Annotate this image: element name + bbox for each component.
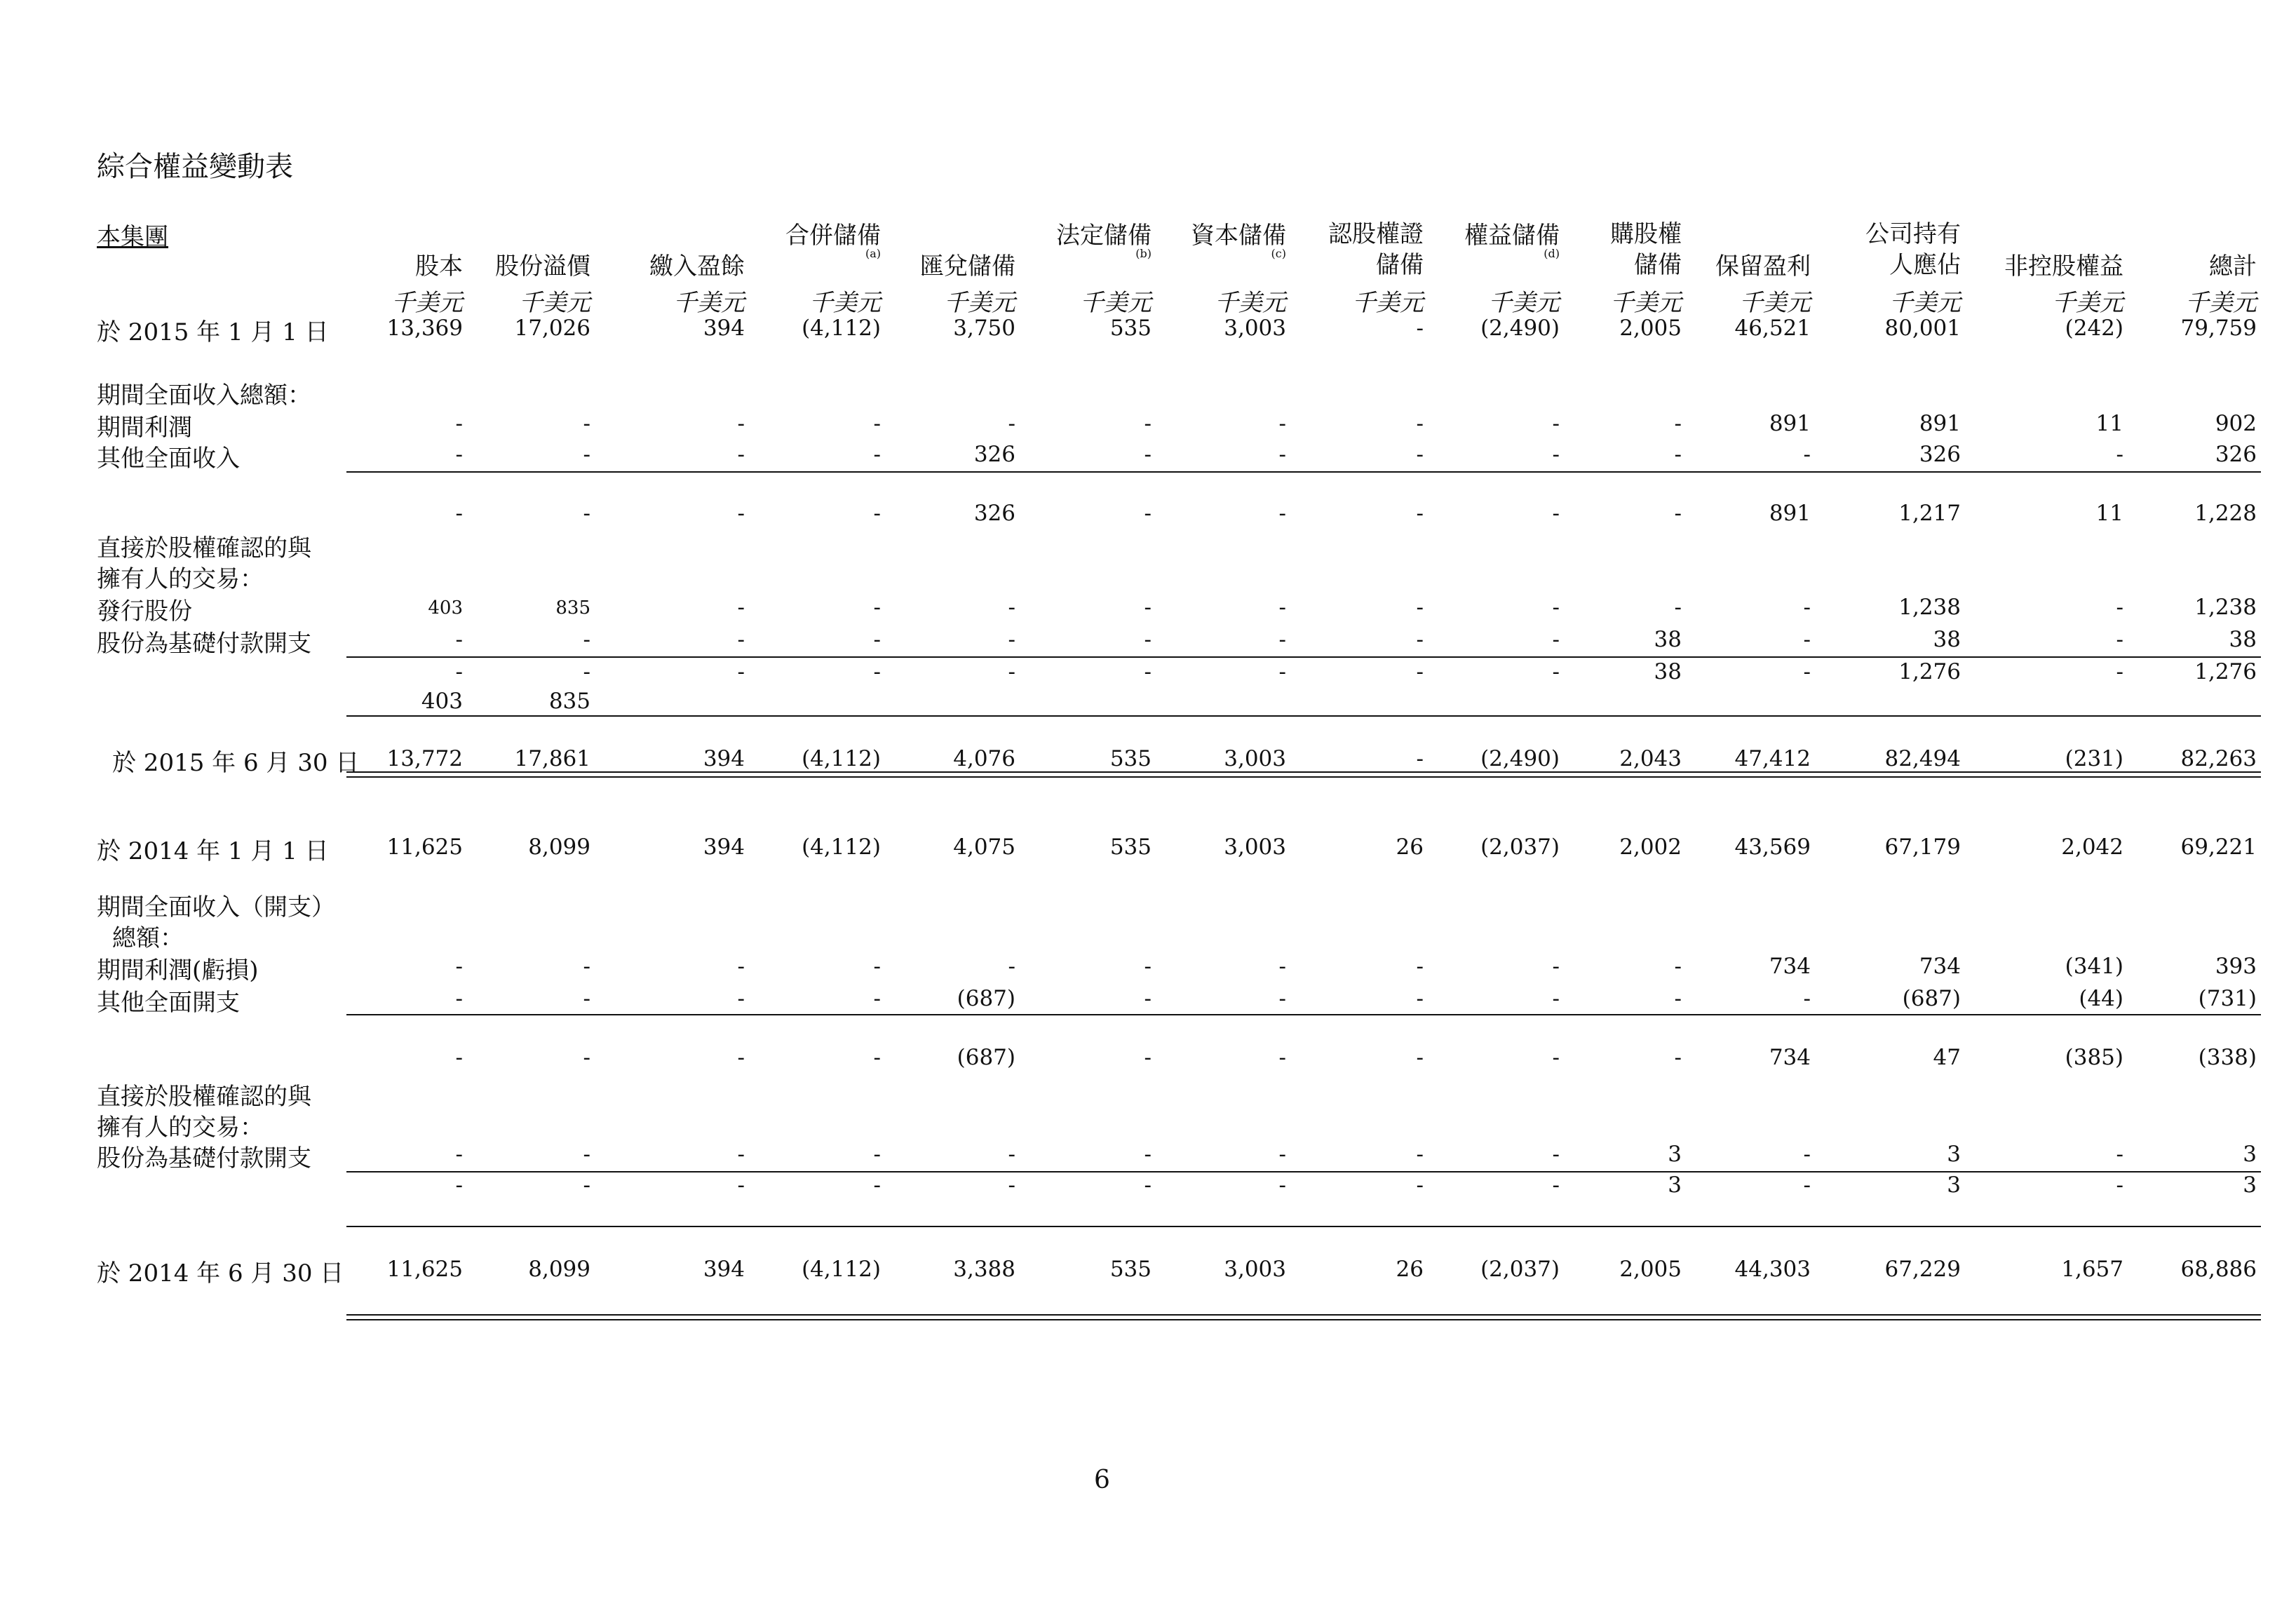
table-cell: 3,003 — [1224, 834, 1286, 860]
table-cell: - — [1552, 986, 1560, 1011]
table-cell: - — [2116, 442, 2123, 467]
unit-label: 千美元 — [673, 289, 745, 317]
table-cell: - — [1803, 595, 1811, 620]
column-header-text: 認股權證 — [1328, 220, 1424, 248]
column-header-text: 權益儲備 — [1464, 222, 1560, 250]
table-cell: 1,217 — [1898, 501, 1961, 526]
table-cell: 38 — [2229, 627, 2257, 652]
table-cell: (385) — [2065, 1045, 2123, 1070]
table-cell: - — [873, 1142, 881, 1167]
table-cell: 43,569 — [1734, 834, 1811, 860]
table-cell: 891 — [1919, 411, 1961, 436]
table-cell: 535 — [1109, 316, 1152, 341]
table-cell: - — [737, 627, 745, 652]
table-cell: - — [1803, 1172, 1811, 1198]
column-note: (b) — [1135, 247, 1152, 260]
total-double-rule — [346, 1314, 2261, 1320]
table-cell: 26 — [1396, 1257, 1424, 1282]
table-cell: 403 — [428, 597, 463, 619]
table-cell: (338) — [2198, 1045, 2257, 1070]
table-cell: 326 — [973, 442, 1015, 467]
table-cell: (4,112) — [802, 316, 881, 341]
table-cell: - — [1552, 659, 1560, 684]
table-cell: - — [1278, 954, 1286, 979]
table-cell: - — [1416, 442, 1424, 467]
row-label: 總額： — [112, 924, 184, 952]
table-cell: - — [1144, 659, 1152, 684]
table-cell: - — [2116, 595, 2123, 620]
table-cell: 17,026 — [514, 316, 590, 341]
table-cell: - — [1552, 595, 1560, 620]
table-cell: (2,490) — [1480, 316, 1560, 341]
table-cell: 3 — [2243, 1142, 2257, 1167]
table-cell: 26 — [1396, 834, 1424, 860]
table-cell: - — [455, 1045, 463, 1070]
table-cell: - — [1008, 627, 1015, 652]
table-cell: - — [1674, 954, 1682, 979]
column-header-text: 儲備 — [1376, 251, 1424, 279]
table-cell: - — [1278, 1045, 1286, 1070]
table-cell: - — [873, 411, 881, 436]
table-cell: - — [1674, 986, 1682, 1011]
subtotal-rule — [346, 1226, 2261, 1227]
table-cell: - — [1416, 316, 1424, 341]
table-cell: 2,005 — [1619, 1257, 1682, 1282]
row-label: 其他全面開支 — [97, 989, 240, 1017]
table-cell: 734 — [1769, 954, 1811, 979]
table-cell: - — [583, 954, 590, 979]
table-cell: 3,750 — [953, 316, 1015, 341]
table-cell: 67,229 — [1884, 1257, 1961, 1282]
table-cell: 82,494 — [1884, 746, 1961, 771]
table-cell: 3 — [1668, 1142, 1682, 1167]
table-cell: - — [1674, 411, 1682, 436]
table-cell: - — [1278, 411, 1286, 436]
row-label: 擁有人的交易： — [97, 1114, 264, 1142]
table-cell: - — [583, 411, 590, 436]
column-header-text: 法定儲備 — [1056, 222, 1152, 250]
unit-label: 千美元 — [944, 289, 1015, 317]
table-cell: - — [583, 627, 590, 652]
table-cell: 13,772 — [386, 746, 463, 771]
table-cell: 82,263 — [2180, 746, 2257, 771]
table-cell: 535 — [1109, 834, 1152, 860]
column-header-text: 資本儲備 — [1191, 222, 1286, 250]
table-cell: - — [737, 954, 745, 979]
table-cell: (731) — [2198, 986, 2257, 1011]
table-cell: - — [1008, 1142, 1015, 1167]
table-cell: 80,001 — [1884, 316, 1961, 341]
table-cell: 46,521 — [1734, 316, 1811, 341]
table-cell: - — [583, 1142, 590, 1167]
subtotal-rule — [346, 1171, 2261, 1172]
table-cell: (341) — [2065, 954, 2123, 979]
table-cell: (231) — [2065, 746, 2123, 771]
subtotal-rule — [346, 715, 2261, 717]
table-cell: - — [1008, 1172, 1015, 1198]
table-cell: 2,005 — [1619, 316, 1682, 341]
table-cell: 11,625 — [386, 1257, 463, 1282]
table-cell: 393 — [2215, 954, 2257, 979]
table-cell: 835 — [555, 597, 590, 619]
table-cell: 3 — [1947, 1142, 1961, 1167]
table-cell: - — [873, 1045, 881, 1070]
table-cell: 8,099 — [528, 834, 590, 860]
table-cell: - — [1674, 442, 1682, 467]
table-cell: - — [583, 1172, 590, 1198]
table-cell: - — [1144, 595, 1152, 620]
row-label: 直接於股權確認的與 — [97, 534, 311, 562]
table-cell: - — [2116, 1172, 2123, 1198]
column-header-text: 股本 — [415, 252, 463, 281]
table-cell: - — [583, 442, 590, 467]
table-cell: 1,228 — [2194, 501, 2257, 526]
unit-label: 千美元 — [1215, 289, 1286, 317]
table-cell: (242) — [2065, 316, 2123, 341]
table-cell: - — [1278, 986, 1286, 1011]
row-label: 擁有人的交易： — [97, 565, 264, 593]
table-cell: 3,388 — [953, 1257, 1015, 1282]
table-cell: 38 — [1933, 627, 1961, 652]
table-cell: - — [1278, 442, 1286, 467]
table-cell: - — [1416, 1142, 1424, 1167]
column-header-text: 保留盈利 — [1715, 252, 1811, 281]
table-cell: - — [1416, 595, 1424, 620]
table-cell: 4,075 — [953, 834, 1015, 860]
table-cell: 891 — [1769, 411, 1811, 436]
table-cell: 535 — [1109, 1257, 1152, 1282]
subtotal-rule — [346, 1014, 2261, 1015]
table-cell: - — [1144, 1142, 1152, 1167]
column-note: (d) — [1544, 247, 1560, 260]
table-cell: 394 — [703, 834, 745, 860]
table-cell: - — [1803, 659, 1811, 684]
table-cell: - — [1416, 659, 1424, 684]
unit-label: 千美元 — [1889, 289, 1961, 317]
row-label: 股份為基礎付款開支 — [97, 630, 311, 658]
table-cell: 326 — [2215, 442, 2257, 467]
table-cell: - — [455, 659, 463, 684]
table-cell: - — [1674, 595, 1682, 620]
page-title: 綜合權益變動表 — [97, 151, 293, 183]
row-label: 於 2015 年 1 月 1 日 — [97, 318, 329, 346]
table-cell: - — [1674, 501, 1682, 526]
table-cell: 1,657 — [2061, 1257, 2123, 1282]
table-cell: - — [737, 501, 745, 526]
table-cell: - — [1144, 1045, 1152, 1070]
table-cell: - — [1803, 442, 1811, 467]
column-note: (c) — [1271, 247, 1286, 260]
table-cell: - — [737, 1045, 745, 1070]
table-cell: - — [583, 659, 590, 684]
table-cell: 835 — [548, 689, 590, 714]
table-cell: - — [1144, 442, 1152, 467]
column-header-text: 人應佔 — [1889, 251, 1961, 279]
table-cell: - — [2116, 659, 2123, 684]
column-header-text: 股份溢價 — [495, 252, 590, 281]
column-header-text: 匯兌儲備 — [920, 252, 1015, 281]
table-cell: (2,037) — [1480, 834, 1560, 860]
table-cell: 47 — [1933, 1045, 1961, 1070]
table-cell: (4,112) — [802, 1257, 881, 1282]
table-cell: - — [873, 954, 881, 979]
table-cell: 3,003 — [1224, 1257, 1286, 1282]
table-cell: - — [455, 442, 463, 467]
row-label: 於 2014 年 1 月 1 日 — [97, 837, 329, 865]
table-cell: - — [1008, 411, 1015, 436]
table-cell: 394 — [703, 316, 745, 341]
table-cell: 3 — [2243, 1172, 2257, 1198]
table-cell: - — [1144, 411, 1152, 436]
table-cell: - — [1552, 627, 1560, 652]
table-cell: - — [1008, 595, 1015, 620]
table-cell: 4,076 — [953, 746, 1015, 771]
table-cell: - — [1144, 627, 1152, 652]
table-cell: 2,043 — [1619, 746, 1682, 771]
column-note: (a) — [865, 247, 881, 260]
table-cell: 734 — [1919, 954, 1961, 979]
table-cell: - — [1008, 954, 1015, 979]
table-cell: 69,221 — [2180, 834, 2257, 860]
table-cell: - — [873, 1172, 881, 1198]
table-cell: - — [1416, 411, 1424, 436]
table-cell: 3 — [1668, 1172, 1682, 1198]
table-cell: - — [1674, 1045, 1682, 1070]
table-cell: - — [873, 501, 881, 526]
table-cell: - — [455, 954, 463, 979]
table-cell: 44,303 — [1734, 1257, 1811, 1282]
table-cell: 3,003 — [1224, 316, 1286, 341]
table-cell: 79,759 — [2180, 316, 2257, 341]
table-cell: - — [1008, 659, 1015, 684]
unit-label: 千美元 — [391, 289, 463, 317]
table-cell: - — [455, 501, 463, 526]
table-cell: - — [1278, 501, 1286, 526]
row-label: 發行股份 — [97, 597, 192, 626]
table-cell: (2,037) — [1480, 1257, 1560, 1282]
column-header-text: 合併儲備 — [785, 222, 881, 250]
table-cell: 403 — [421, 689, 463, 714]
unit-label: 千美元 — [1080, 289, 1152, 317]
table-cell: 2,042 — [2061, 834, 2123, 860]
table-cell: - — [1144, 1172, 1152, 1198]
table-cell: - — [873, 595, 881, 620]
column-header-13 — [2074, 251, 2257, 282]
table-cell: 535 — [1109, 746, 1152, 771]
unit-label: 千美元 — [1739, 289, 1811, 317]
table-cell: (4,112) — [802, 834, 881, 860]
table-cell: (687) — [957, 986, 1015, 1011]
table-cell: - — [1416, 501, 1424, 526]
table-cell: - — [1144, 986, 1152, 1011]
table-cell: - — [1416, 954, 1424, 979]
page-number: 6 — [1094, 1466, 1110, 1494]
table-cell: - — [1416, 627, 1424, 652]
table-cell: - — [1416, 1045, 1424, 1070]
table-cell: - — [737, 595, 745, 620]
column-header-text: 非控股權益 — [2004, 252, 2123, 281]
column-header-text: 購股權 — [1610, 220, 1682, 248]
table-cell: - — [873, 627, 881, 652]
table-cell: - — [1552, 1172, 1560, 1198]
table-cell: 2,002 — [1619, 834, 1682, 860]
table-cell: - — [737, 986, 745, 1011]
table-cell: 394 — [703, 1257, 745, 1282]
table-cell: (687) — [957, 1045, 1015, 1070]
table-cell: - — [583, 1045, 590, 1070]
table-cell: - — [455, 627, 463, 652]
table-cell: - — [583, 501, 590, 526]
row-label: 期間利潤(虧損) — [97, 957, 259, 985]
table-cell: - — [1278, 1172, 1286, 1198]
table-cell: - — [1144, 501, 1152, 526]
subtotal-rule — [346, 656, 2261, 658]
table-cell: - — [1552, 1142, 1560, 1167]
row-label: 其他全面收入 — [97, 445, 240, 473]
table-cell: 67,179 — [1884, 834, 1961, 860]
column-header-text: 繳入盈餘 — [649, 252, 745, 281]
table-cell: 3 — [1947, 1172, 1961, 1198]
unit-label: 千美元 — [809, 289, 881, 317]
table-cell: - — [1803, 986, 1811, 1011]
table-cell: - — [455, 1172, 463, 1198]
table-cell: 11,625 — [386, 834, 463, 860]
table-cell: 1,238 — [2194, 595, 2257, 620]
subtotal-rule — [346, 471, 2261, 473]
table-cell: - — [873, 986, 881, 1011]
table-cell: 326 — [1919, 442, 1961, 467]
table-cell: - — [737, 1142, 745, 1167]
table-cell: (44) — [2079, 986, 2123, 1011]
table-cell: 47,412 — [1734, 746, 1811, 771]
table-cell: 13,369 — [386, 316, 463, 341]
unit-label: 千美元 — [1488, 289, 1560, 317]
row-label: 股份為基礎付款開支 — [97, 1144, 311, 1172]
unit-label: 千美元 — [519, 289, 590, 317]
table-cell: 394 — [703, 746, 745, 771]
row-label: 於 2014 年 6 月 30 日 — [97, 1259, 344, 1288]
column-header-text: 儲備 — [1634, 251, 1682, 279]
table-cell: - — [1552, 954, 1560, 979]
table-cell: - — [1803, 627, 1811, 652]
row-label: 直接於股權確認的與 — [97, 1083, 311, 1111]
row-label: 期間全面收入（開支） — [97, 893, 335, 921]
table-cell: (4,112) — [802, 746, 881, 771]
unit-label: 千美元 — [2185, 289, 2257, 317]
table-cell: 3,003 — [1224, 746, 1286, 771]
table-cell: 902 — [2215, 411, 2257, 436]
table-cell: - — [1552, 501, 1560, 526]
table-cell: - — [737, 1172, 745, 1198]
table-cell: - — [2116, 627, 2123, 652]
table-cell: 891 — [1769, 501, 1811, 526]
table-cell: - — [737, 411, 745, 436]
table-cell: 11 — [2095, 411, 2123, 436]
table-cell: (687) — [1902, 986, 1961, 1011]
table-cell: 8,099 — [528, 1257, 590, 1282]
table-cell: - — [1552, 411, 1560, 436]
table-cell: - — [1416, 746, 1424, 771]
row-label: 期間利潤 — [97, 414, 192, 442]
table-cell: 1,276 — [2194, 659, 2257, 684]
table-cell: 326 — [973, 501, 1015, 526]
table-cell: - — [2116, 1142, 2123, 1167]
table-cell: 1,276 — [1898, 659, 1961, 684]
table-cell: - — [1803, 1142, 1811, 1167]
table-cell: 68,886 — [2180, 1257, 2257, 1282]
table-cell: (2,490) — [1480, 746, 1560, 771]
table-cell: - — [455, 1142, 463, 1167]
table-cell: - — [737, 659, 745, 684]
row-label: 於 2015 年 6 月 30 日 — [112, 749, 360, 777]
table-cell: 38 — [1654, 627, 1682, 652]
table-cell: 17,861 — [514, 746, 590, 771]
table-cell: 11 — [2095, 501, 2123, 526]
table-cell: - — [455, 986, 463, 1011]
table-cell: - — [455, 411, 463, 436]
table-cell: - — [583, 986, 590, 1011]
table-cell: 38 — [1654, 659, 1682, 684]
table-cell: - — [873, 659, 881, 684]
table-cell: 1,238 — [1898, 595, 1961, 620]
table-cell: - — [1144, 954, 1152, 979]
table-cell: - — [1278, 627, 1286, 652]
unit-label: 千美元 — [2052, 289, 2123, 317]
unit-label: 千美元 — [1610, 289, 1682, 317]
table-cell: - — [1278, 595, 1286, 620]
table-cell: - — [1416, 1172, 1424, 1198]
group-label: 本集團 — [97, 223, 168, 251]
column-header-11 — [1778, 219, 1961, 281]
total-double-rule — [346, 771, 2261, 778]
table-cell: - — [1416, 986, 1424, 1011]
row-label: 期間全面收入總額： — [97, 381, 311, 410]
table-cell: - — [737, 442, 745, 467]
table-cell: - — [1552, 442, 1560, 467]
unit-label: 千美元 — [1352, 289, 1424, 317]
table-cell: 734 — [1769, 1045, 1811, 1070]
table-cell: - — [1278, 1142, 1286, 1167]
column-header-text: 公司持有 — [1865, 220, 1961, 248]
column-header-text: 總計 — [2209, 252, 2257, 281]
table-cell: - — [873, 442, 881, 467]
table-cell: - — [1552, 1045, 1560, 1070]
table-cell: - — [1278, 659, 1286, 684]
